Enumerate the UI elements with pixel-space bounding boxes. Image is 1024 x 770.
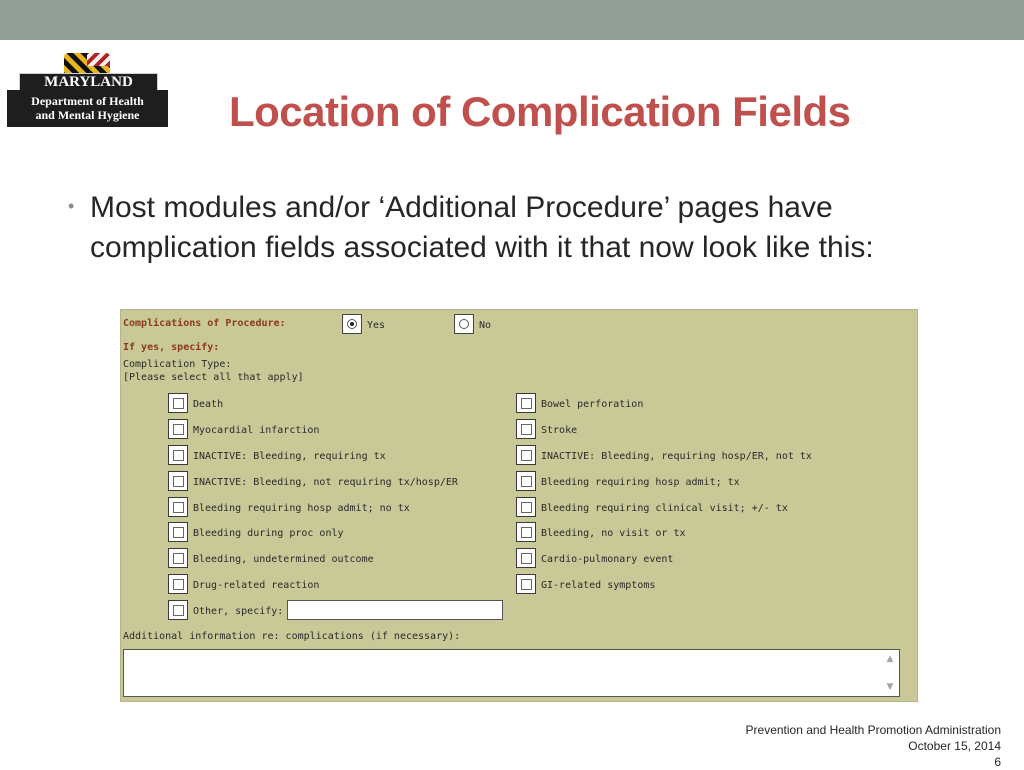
option-label: INACTIVE: Bleeding, requiring hosp/ER, not tx [541, 451, 812, 462]
option-label: Drug-related reaction [193, 580, 320, 591]
flag-cross-quarter [87, 53, 110, 66]
option-label: GI-related symptoms [541, 580, 656, 591]
yes-label: Yes [367, 320, 386, 331]
logo-name: MARYLAND [19, 73, 158, 92]
bleeding-no-visit-checkbox[interactable] [516, 522, 536, 542]
additional-info-label: Additional information re: complications (if necessary): [123, 631, 461, 642]
scroll-down-icon[interactable]: ▼ [886, 682, 894, 692]
logo-dept-line1: Department of Health [31, 94, 144, 108]
yes-radio-dot [347, 319, 357, 329]
inactive-bleeding-tx-checkbox[interactable] [168, 445, 188, 465]
select-hint: [Please select all that apply] [123, 372, 304, 383]
option-label: Bleeding requiring clinical visit; +/- tx [541, 503, 788, 514]
option-label: Bleeding, no visit or tx [541, 528, 686, 539]
slide-title: Location of Complication Fields [229, 88, 851, 135]
yes-radio[interactable] [342, 314, 362, 334]
bleeding-hosp-tx-checkbox[interactable] [516, 471, 536, 491]
inactive-bleeding-no-tx-checkbox[interactable] [168, 471, 188, 491]
other-specify-input[interactable] [287, 600, 503, 620]
option-label: Bleeding requiring hosp admit; no tx [193, 503, 410, 514]
option-label: Bleeding, undetermined outcome [193, 554, 374, 565]
bowel-perforation-checkbox[interactable] [516, 393, 536, 413]
option-label: Myocardial infarction [193, 425, 320, 436]
maryland-dhmh-logo [7, 53, 168, 127]
inactive-bleeding-hosp-checkbox[interactable] [516, 445, 536, 465]
option-label: INACTIVE: Bleeding, not requiring tx/hosp/ER [193, 477, 458, 488]
option-label: Death [193, 399, 224, 410]
option-label: Cardio-pulmonary event [541, 554, 674, 565]
top-bar [0, 0, 1024, 40]
drug-reaction-checkbox[interactable] [168, 574, 188, 594]
slide-footer [746, 722, 1001, 770]
stroke-checkbox[interactable] [516, 419, 536, 439]
bullet-text: Most modules and/or ‘Additional Procedure’ pages have complication fields associated with it that now look like this: [90, 191, 874, 264]
no-label: No [479, 320, 492, 331]
logo-dept-line2: and Mental Hygiene [35, 108, 140, 122]
bleeding-clinical-visit-checkbox[interactable] [516, 497, 536, 517]
bleeding-undetermined-checkbox[interactable] [168, 548, 188, 568]
footer-date: October 15, 2014 [908, 739, 1001, 753]
cardio-pulmonary-checkbox[interactable] [516, 548, 536, 568]
myocardial-infarction-checkbox[interactable] [168, 419, 188, 439]
no-radio[interactable] [454, 314, 474, 334]
scroll-up-icon[interactable]: ▲ [886, 654, 894, 664]
bullet-marker: • [68, 196, 75, 216]
complication-type-label: Complication Type: [123, 359, 232, 370]
logo-department [7, 90, 168, 127]
no-radio-dot [459, 319, 469, 329]
option-label: Stroke [541, 425, 578, 436]
option-label: INACTIVE: Bleeding, requiring tx [193, 451, 386, 462]
other-checkbox[interactable] [168, 600, 188, 620]
footer-page-number: 6 [994, 755, 1001, 769]
bleeding-during-proc-checkbox[interactable] [168, 522, 188, 542]
if-yes-label: If yes, specify: [123, 342, 220, 353]
option-label: Other, specify: [193, 606, 284, 617]
additional-info-textarea[interactable] [123, 649, 900, 697]
complications-label: Complications of Procedure: [123, 318, 286, 329]
death-checkbox[interactable] [168, 393, 188, 413]
option-label: Bowel perforation [541, 399, 644, 410]
footer-org: Prevention and Health Promotion Administration [745, 723, 1001, 737]
complications-form [120, 309, 918, 702]
option-label: Bleeding during proc only [193, 528, 344, 539]
gi-symptoms-checkbox[interactable] [516, 574, 536, 594]
bleeding-hosp-no-tx-checkbox[interactable] [168, 497, 188, 517]
option-label: Bleeding requiring hosp admit; tx [541, 477, 740, 488]
